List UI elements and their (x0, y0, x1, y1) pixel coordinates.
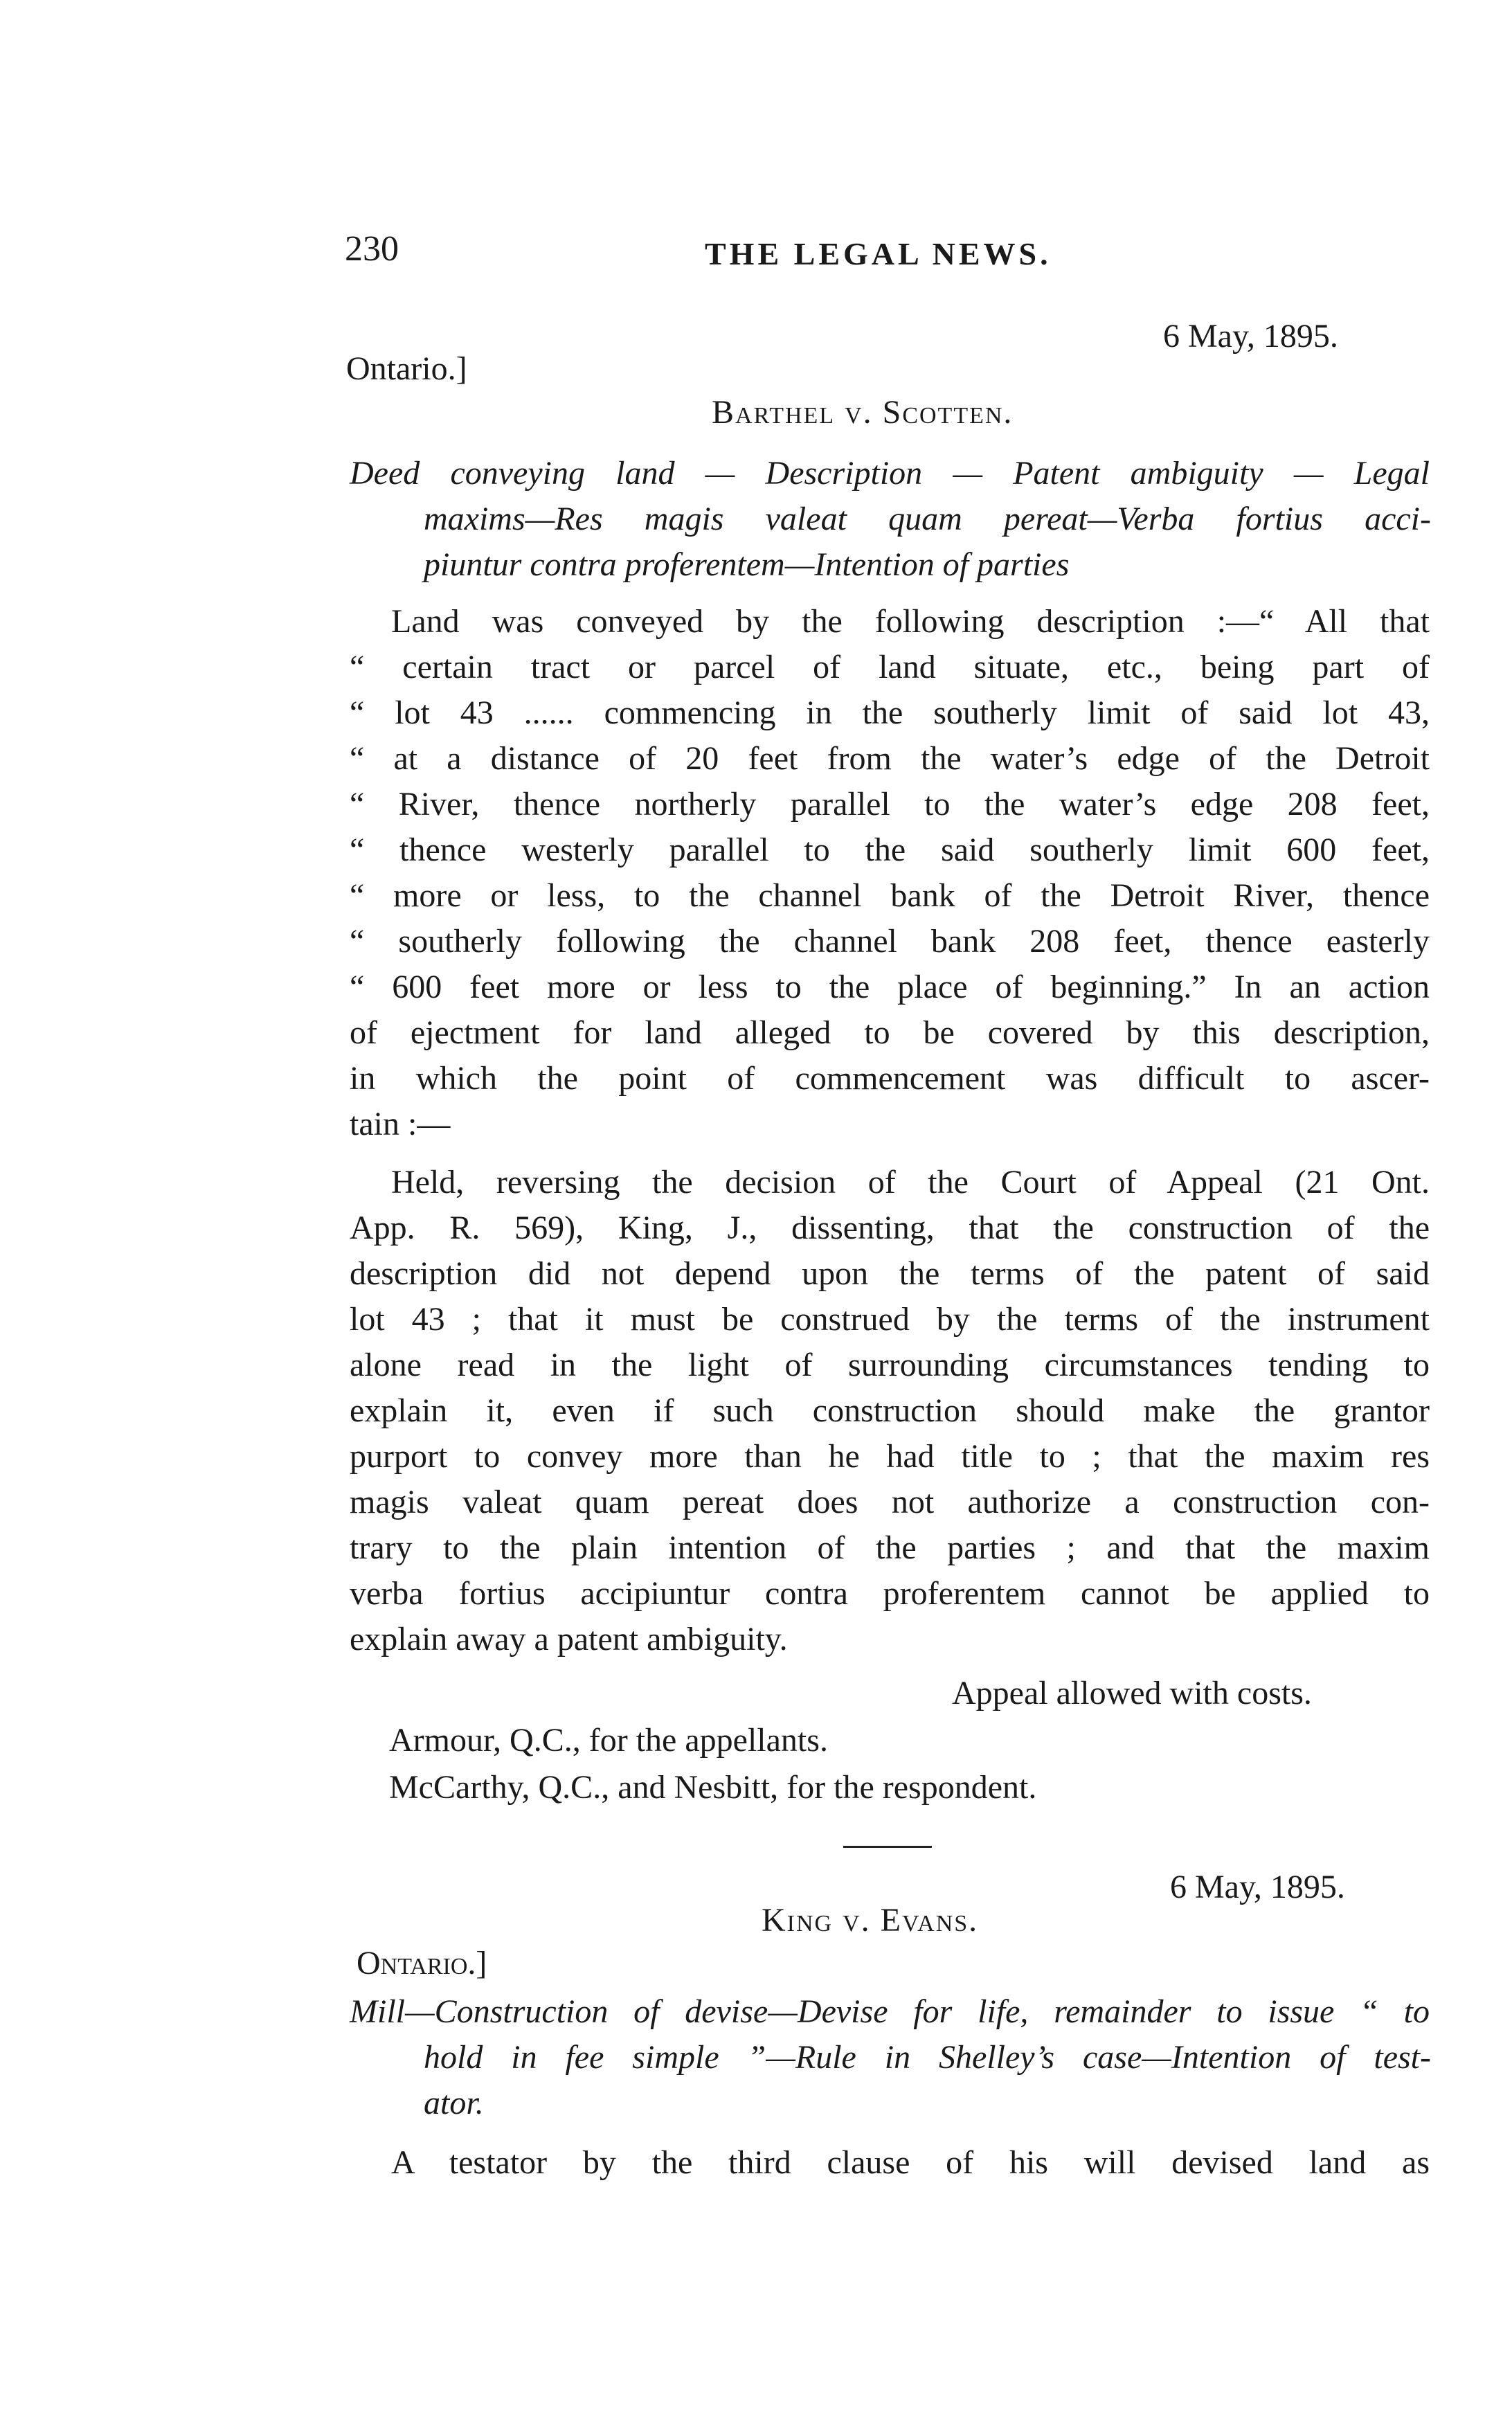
case1-held-line: lot 43 ; that it must be construed by the terms of the instrument (350, 1301, 1430, 1338)
case1-result: Appeal allowed with costs. (952, 1675, 1312, 1711)
case1-facts-line: “ at a distance of 20 feet from the water’s edge of the Detroit (350, 740, 1430, 777)
case2-title: King v. Evans. (762, 1902, 979, 1939)
case1-held-line: trary to the plain intention of the parties ; and that the maxim (350, 1529, 1430, 1566)
case1-held-line: App. R. 569), King, J., dissenting, that the construction of the (350, 1210, 1430, 1246)
case1-facts-line: in which the point of commencement was difficult to ascer- (350, 1060, 1430, 1097)
case2-facts-line: A testator by the third clause of his will devised land as (391, 2144, 1430, 2181)
case2-headnote-line: Mill—Construction of devise—Devise for life, remainder to issue “ to (350, 1993, 1430, 2030)
case1-facts-line: “ thence westerly parallel to the said southerly limit 600 feet, (350, 832, 1430, 868)
case2-date: 6 May, 1895. (1170, 1869, 1345, 1905)
case1-counsel-respondent: McCarthy, Q.C., and Nesbitt, for the respondent. (389, 1769, 1037, 1806)
case1-facts-line: “ 600 feet more or less to the place of beginning.” In an action (350, 969, 1430, 1005)
case1-facts-line: “ southerly following the channel bank 208 feet, thence easterly (350, 923, 1430, 960)
case1-facts-line: of ejectment for land alleged to be covered by this description, (350, 1014, 1430, 1051)
case1-counsel-appellants: Armour, Q.C., for the appellants. (389, 1722, 828, 1759)
case1-province: Ontario.] (346, 350, 467, 387)
case1-title: Barthel v. Scotten. (712, 394, 1014, 431)
case1-headnote-line: piuntur contra proferentem—Intention of parties (424, 546, 1070, 583)
case1-headnote-line: maxims—Res magis valeat quam pereat—Verba fortius acci- (424, 501, 1431, 537)
case1-held-line: verba fortius accipiuntur contra proferentem cannot be applied to (350, 1575, 1430, 1612)
case1-held-line: purport to convey more than he had title to ; that the maxim res (350, 1438, 1430, 1475)
case1-held-line: explain away a patent ambiguity. (350, 1621, 788, 1657)
case1-headnote-line: Deed conveying land — Description — Patent ambiguity — Legal (350, 455, 1430, 492)
case2-headnote-line: hold in fee simple ”—Rule in Shelley’s case—Intention of test- (424, 2039, 1431, 2076)
case1-date: 6 May, 1895. (1163, 318, 1338, 354)
case1-held-line: explain it, even if such construction should make the grantor (350, 1392, 1430, 1429)
case1-facts-line: “ more or less, to the channel bank of the Detroit River, thence (350, 877, 1430, 914)
case1-held-line: Held, reversing the decision of the Court of Appeal (21 Ont. (391, 1164, 1430, 1201)
running-title: THE LEGAL NEWS. (705, 236, 1052, 271)
case1-facts-line: tain :— (350, 1106, 451, 1142)
case2-province: Ontario.] (357, 1945, 487, 1982)
case1-held-line: magis valeat quam pereat does not authorize a construction con- (350, 1484, 1430, 1520)
page-number: 230 (345, 229, 399, 269)
case1-facts-line: “ River, thence northerly parallel to the water’s edge 208 feet, (350, 786, 1430, 823)
case1-facts-line: “ certain tract or parcel of land situate, etc., being part of (350, 649, 1430, 685)
case1-facts-line: “ lot 43 ...... commencing in the southerly limit of said lot 43, (350, 694, 1430, 731)
case1-facts-line: Land was conveyed by the following description :—“ All that (391, 603, 1430, 640)
case1-held-line: alone read in the light of surrounding circumstances tending to (350, 1347, 1430, 1383)
case1-held-line: description did not depend upon the terms of the patent of said (350, 1255, 1430, 1292)
section-divider (843, 1846, 932, 1848)
case2-headnote-line: ator. (424, 2085, 484, 2121)
